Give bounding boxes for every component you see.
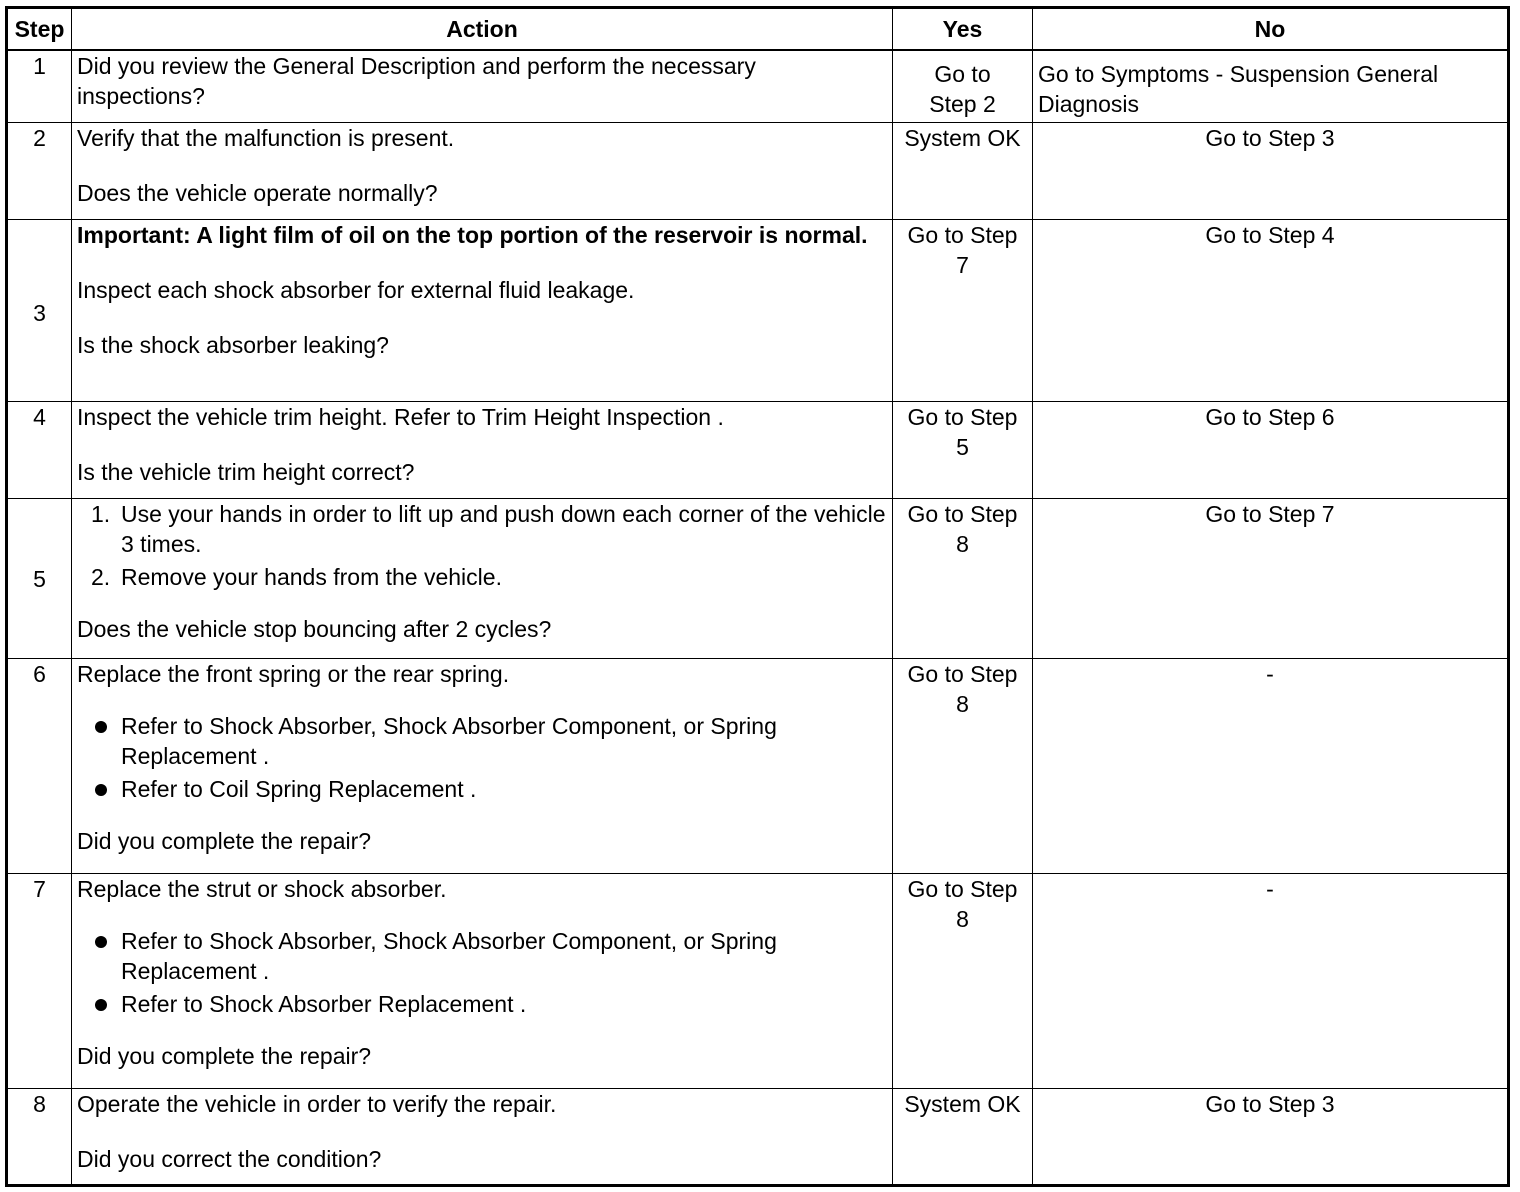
step-number: 5 [7, 498, 72, 658]
no-cell: Go to Step 3 [1033, 122, 1509, 219]
no-cell: - [1033, 873, 1509, 1088]
bullet-list [77, 926, 887, 1019]
important-note: Important: A light film of oil on the top portion of the reservoir is normal. [77, 221, 868, 248]
bullet-icon [95, 999, 107, 1011]
table-row [7, 122, 1509, 219]
step-number: 1 [7, 50, 72, 122]
step-number: 6 [7, 658, 72, 873]
action-text: Replace the front spring or the rear spring. [77, 660, 510, 687]
table-row [7, 401, 1509, 498]
table-row [7, 219, 1509, 401]
no-cell: Go to Step 4 [1033, 219, 1509, 401]
action-text: Operate the vehicle in order to verify the repair. [77, 1090, 557, 1117]
step-number: 3 [7, 219, 72, 401]
list-text: Refer to Shock Absorber, Shock Absorber Component, or Spring Replacement . [121, 712, 777, 769]
action-cell [72, 122, 893, 219]
header-yes: Yes [893, 8, 1033, 51]
action-text: Inspect the vehicle trim height. Refer to Trim Height Inspection . [77, 403, 724, 430]
no-cell: Go to Symptoms - Suspension General Diagnosis [1033, 50, 1509, 122]
yes-cell: System OK [893, 122, 1033, 219]
header-action: Action [72, 8, 893, 51]
yes-cell: Go to Step 5 [893, 401, 1033, 498]
list-number: 1. [91, 500, 111, 527]
diagnostic-table [5, 6, 1510, 1187]
no-cell: Go to Step 7 [1033, 498, 1509, 658]
action-cell [72, 658, 893, 873]
question-text: Did you complete the repair? [77, 1042, 372, 1069]
list-text: Refer to Shock Absorber, Shock Absorber Component, or Spring Replacement . [121, 927, 777, 984]
yes-cell: Go to Step 2 [893, 50, 1033, 122]
action-cell [72, 50, 893, 122]
yes-cell: Go to Step 8 [893, 658, 1033, 873]
no-cell: Go to Step 6 [1033, 401, 1509, 498]
no-cell: - [1033, 658, 1509, 873]
table-row [7, 1088, 1509, 1185]
no-cell: Go to Step 3 [1033, 1088, 1509, 1185]
question-text: Is the shock absorber leaking? [77, 331, 389, 358]
bullet-icon [95, 721, 107, 733]
bullet-icon [95, 936, 107, 948]
table-row [7, 873, 1509, 1088]
bullet-icon [95, 784, 107, 796]
action-text: Replace the strut or shock absorber. [77, 875, 447, 902]
list-text: Refer to Shock Absorber Replacement . [121, 990, 527, 1017]
table-row [7, 50, 1509, 122]
header-row [7, 8, 1509, 51]
numbered-list [77, 499, 887, 592]
action-cell [72, 1088, 893, 1185]
list-item [77, 711, 887, 771]
list-text: Remove your hands from the vehicle. [121, 563, 502, 590]
step-number: 4 [7, 401, 72, 498]
question-text: Did you review the General Description and perform the necessary inspections? [77, 53, 756, 109]
action-text: Verify that the malfunction is present. [77, 124, 455, 151]
list-text: Refer to Coil Spring Replacement . [121, 775, 477, 802]
list-text: Use your hands in order to lift up and push down each corner of the vehicle 3 times. [121, 500, 886, 557]
table-row [7, 658, 1509, 873]
list-item [77, 926, 887, 986]
question-text: Does the vehicle operate normally? [77, 179, 438, 206]
question-text: Did you complete the repair? [77, 827, 372, 854]
question-text: Is the vehicle trim height correct? [77, 458, 415, 485]
step-number: 7 [7, 873, 72, 1088]
list-number: 2. [91, 563, 111, 590]
header-step: Step [7, 8, 72, 51]
yes-cell: Go to Step 8 [893, 873, 1033, 1088]
diagnostic-table-wrapper [5, 6, 1510, 1187]
list-item [77, 989, 887, 1019]
list-item [77, 499, 887, 559]
yes-cell: System OK [893, 1088, 1033, 1185]
table-row [7, 498, 1509, 658]
action-cell [72, 401, 893, 498]
action-cell [72, 498, 893, 658]
list-item [77, 774, 887, 804]
bullet-list [77, 711, 887, 804]
action-text: Inspect each shock absorber for external fluid leakage. [77, 276, 635, 303]
question-text: Does the vehicle stop bouncing after 2 cycles? [77, 615, 552, 642]
action-cell [72, 873, 893, 1088]
yes-cell: Go to Step 7 [893, 219, 1033, 401]
list-item [77, 562, 887, 592]
step-number: 8 [7, 1088, 72, 1185]
action-cell [72, 219, 893, 401]
yes-cell: Go to Step 8 [893, 498, 1033, 658]
step-number: 2 [7, 122, 72, 219]
question-text: Did you correct the condition? [77, 1145, 382, 1172]
header-no: No [1033, 8, 1509, 51]
